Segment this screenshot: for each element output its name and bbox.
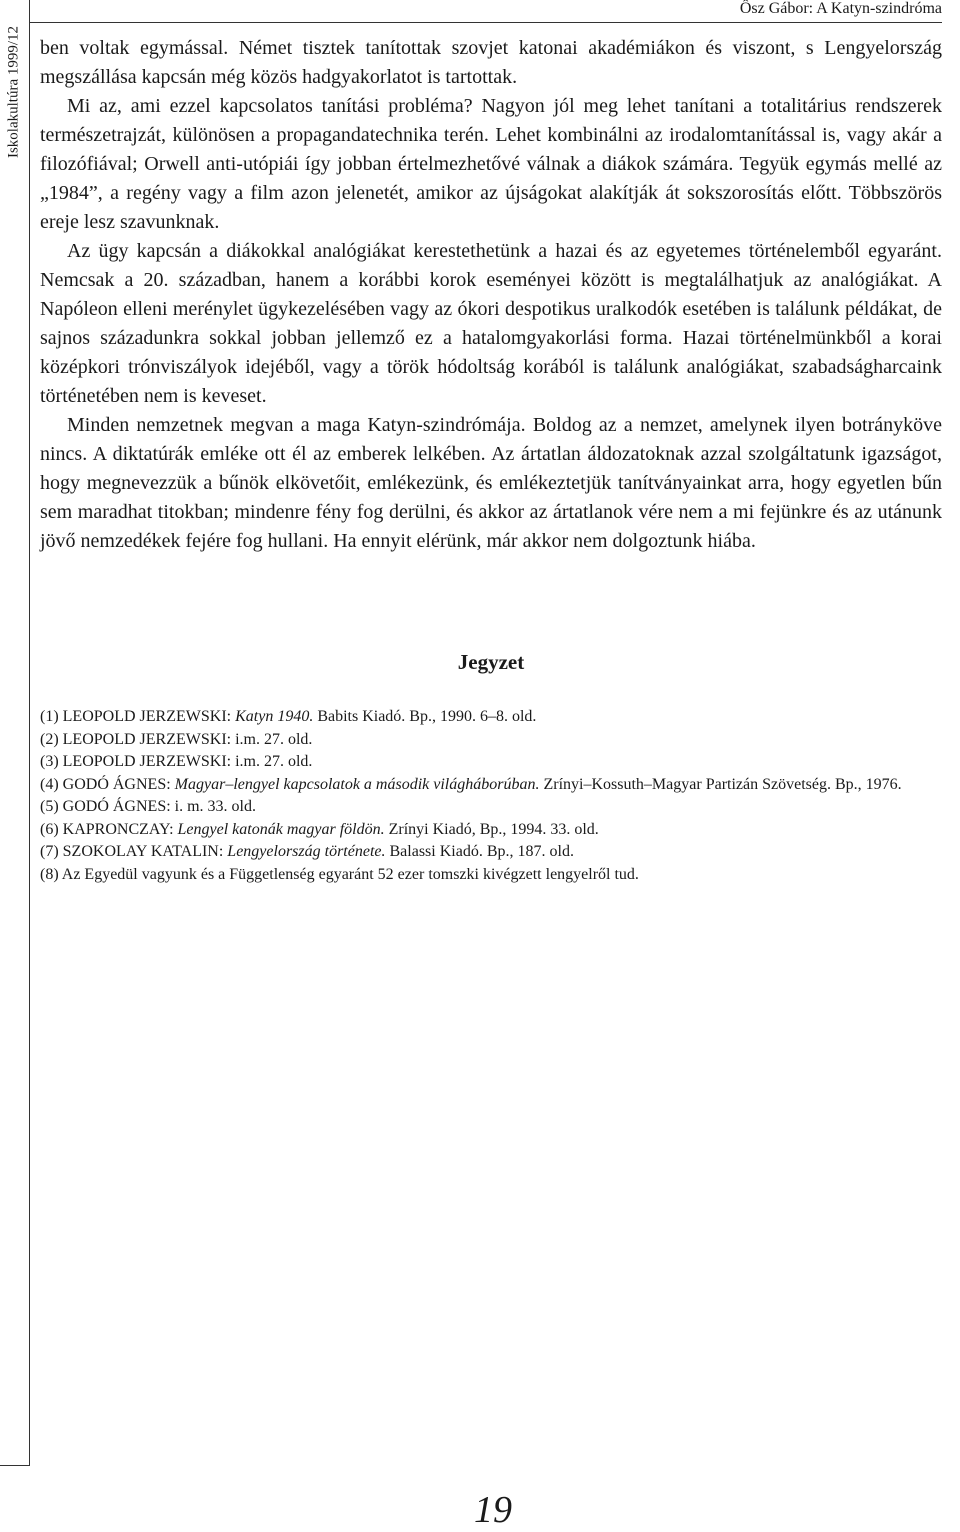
journal-sidebar (0, 0, 30, 1466)
paragraph: Mi az, ami ezzel kapcsolatos tanítási probléma? Nagyon jól meg lehet tanítani a totalitárius rendszerek természetrajzát, különösen a propagandatechnika terén. Lehet kombinálni az irodalomtanítással is, vagy akár a filozófiával; Orwell anti-utópiái így jobban értelmezhetővé válnak a diákok számára. Tegyük egymás mellé az „1984”, a regény vagy a film azon jelenetét, amikor az újságokat alakítják át sokszorosítás előtt. Többszörös ereje lesz szavunknak. (40, 95, 942, 233)
paragraph: Minden nemzetnek megvan a maga Katyn-szindrómája. Boldog az a nemzet, amelynek ilyen botrányköve nincs. A diktatúrák emléke ott él az emberek lelkében. Az ártatlan áldozatoknak azzal szolgáltatunk igazságot, hogy megnevezzük a bűnök elkövetőit, emlékezünk, és emlékeztetjük tanítványainkat arra, hogy egyetlen bűn sem maradhat titokban; mindenre fény fog derülni, és akkor az ártatlanok vére nem a mi fejünkre és az utánunk jövő nemzedékek fejére fog hullani. Ha ennyit elérünk, már akkor nem dolgoztunk hiába. (40, 414, 942, 552)
note-item: (6) KAPRONCZAY: Lengyel katonák magyar földön. Zrínyi Kiadó, Bp., 1994. 33. old. (40, 820, 599, 838)
note-item: (5) GODÓ ÁGNES: i. m. 33. old. (40, 798, 256, 815)
page-number: 19 (474, 1489, 512, 1531)
notes-list (40, 706, 942, 886)
paragraph-continuation: ben voltak egymással. Német tisztek tanítottak szovjet katonai akadémiákon és viszont, s Lengyelország megszállása kapcsán még közös hadgyakorlatot is tartottak. (40, 37, 942, 88)
notes-title: Jegyzet (457, 650, 525, 674)
note-item: (8) Az Egyedül vagyunk és a Függetlenség egyaránt 52 ezer tomszki kivégzett lengyelről tud. (40, 865, 639, 883)
note-item: (4) GODÓ ÁGNES: Magyar–lengyel kapcsolatok a második világháborúban. Zrínyi–Kossuth–Magyar Partizán Szövetség. Bp., 1976. (40, 775, 902, 793)
note-item: (2) LEOPOLD JERZEWSKI: i.m. 27. old. (40, 730, 313, 748)
paragraph: Az ügy kapcsán a diákokkal analógiákat kerestethetünk a hazai és az egyetemes történelemből egyaránt. Nemcsak a 20. században, hanem a korábbi korok eseményei között is megtalálhatjuk az analógiákat. A Napóleon elleni merénylet ügykezelésében vagy az ókori despotikus uralkodók esetében is találunk példákat, de sajnos századunkra sokkal jobban jellemző ez a hatalomgyakorlási forma. Hazai történelmünkből a korai középkori trónviszályok idejéből, vagy a török hódoltság korából is találunk analógiákat, szabadságharcaink történetében nem is keveset. (40, 240, 942, 407)
note-item: (7) SZOKOLAY KATALIN: Lengyelország története. Balassi Kiadó. Bp., 187. old. (40, 843, 574, 860)
note-item: (3) LEOPOLD JERZEWSKI: i.m. 27. old. (40, 753, 313, 770)
running-header: Ôsz Gábor: A Katyn-szindróma (739, 0, 942, 17)
header-rule (29, 22, 942, 23)
note-item: (1) LEOPOLD JERZEWSKI: Katyn 1940. Babits Kiadó. Bp., 1990. 6–8. old. (40, 708, 537, 725)
journal-issue-label: Iskolakultúra 1999/12 (5, 25, 22, 159)
article-body (40, 34, 942, 556)
